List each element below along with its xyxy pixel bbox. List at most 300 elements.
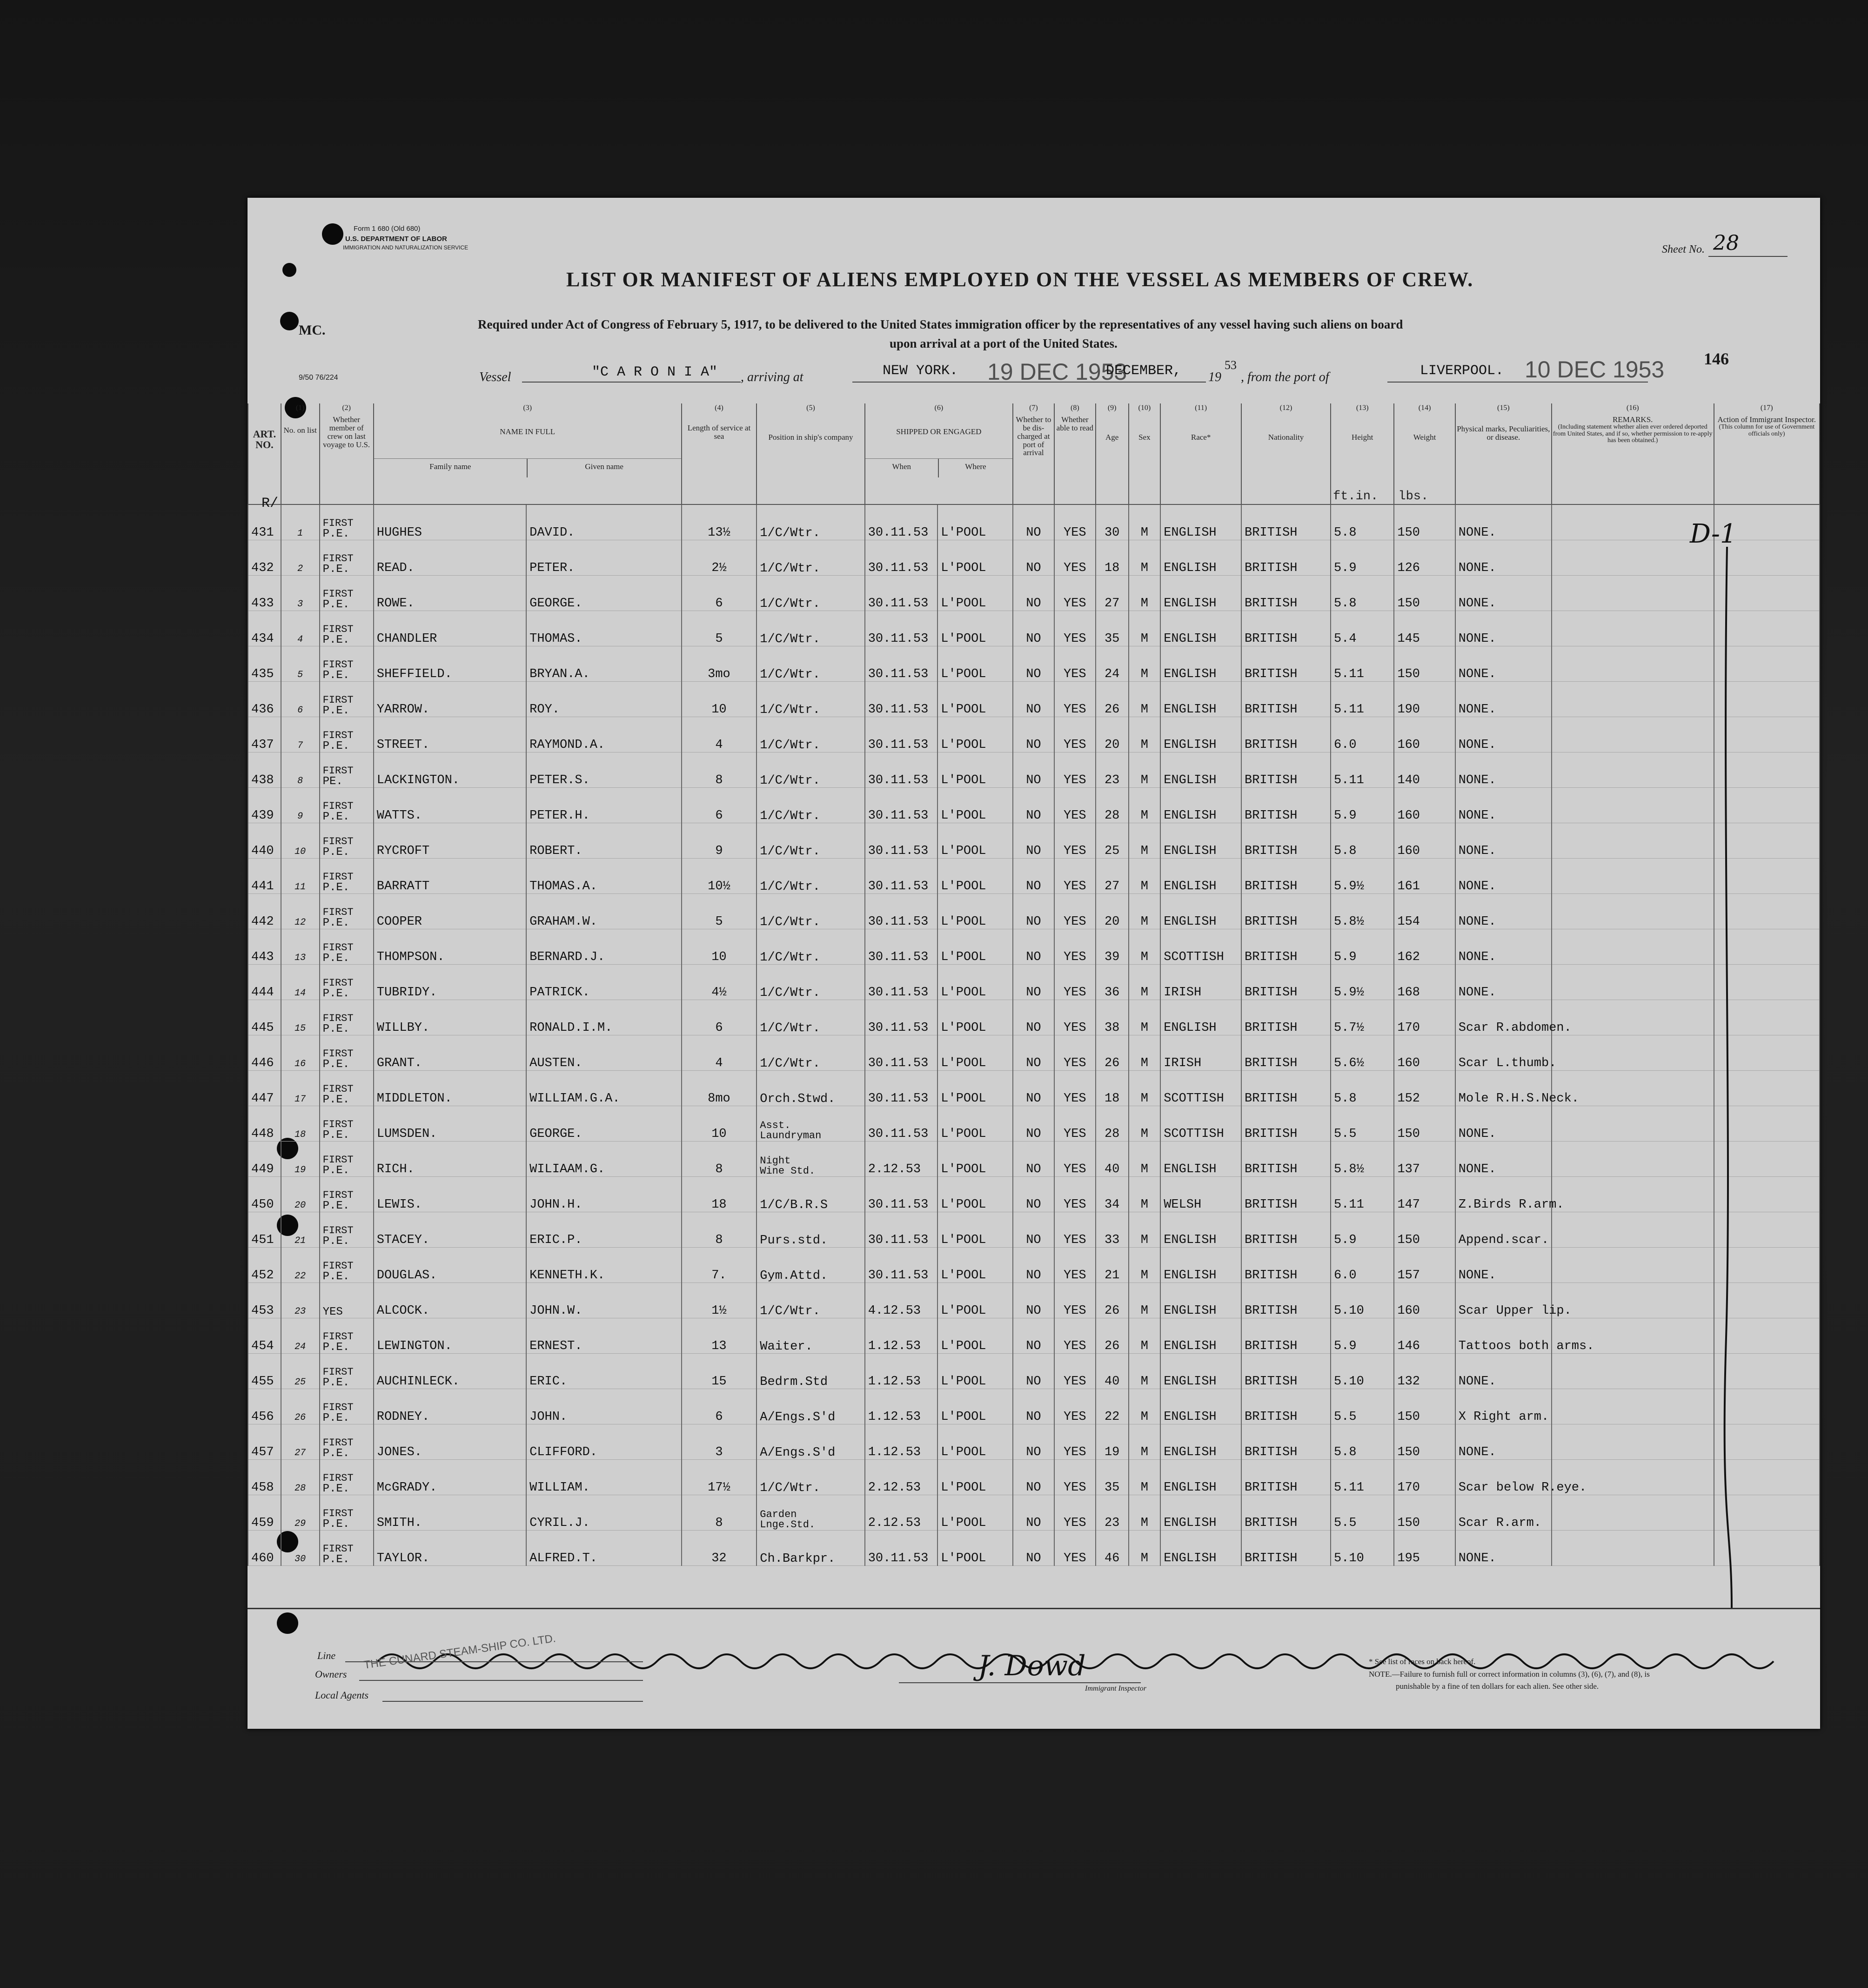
sheet-number: 28 [1713, 231, 1739, 255]
cell-race: ENGLISH [1160, 1531, 1241, 1566]
cell-able-to-read: YES [1054, 1424, 1096, 1460]
cell-height: 5.11 [1331, 646, 1394, 682]
table-row [248, 717, 1820, 752]
punch-hole [277, 1612, 298, 1634]
art-prefix: R/ [261, 496, 279, 511]
note-races: * See list of races on back hereof. [1369, 1657, 1476, 1666]
note-line-3: punishable by a fine of ten dollars for each alien. See other side. [1396, 1682, 1599, 1691]
cell-shipped-where: L'POOL [937, 1495, 1013, 1531]
header-name-label: NAME IN FULL [374, 415, 681, 459]
position-line-1: Night [760, 1155, 791, 1167]
cell-able-to-read: YES [1054, 823, 1096, 859]
table-row [248, 788, 1820, 823]
cell-physical-marks: NONE. [1455, 1248, 1552, 1283]
cell-physical-marks: NONE. [1455, 823, 1552, 859]
crew-first: FIRST [322, 624, 354, 635]
crew-code: P.E. [322, 1094, 350, 1106]
cell-art-number: 453 [248, 1283, 281, 1318]
cell-family-name: RYCROFT [374, 823, 526, 859]
cell-able-to-read: YES [1054, 1318, 1096, 1354]
table-row [248, 1389, 1820, 1424]
cell-physical-marks: NONE. [1455, 1106, 1552, 1142]
cell-able-to-read: YES [1054, 1248, 1096, 1283]
footer-rule [248, 1608, 1820, 1609]
cell-nationality: BRITISH [1241, 1424, 1331, 1460]
cell-discharged: NO [1013, 1212, 1054, 1248]
cell-given-name: RAYMOND.A. [526, 717, 681, 752]
cell-age: 25 [1096, 823, 1129, 859]
crew-code: P.E. [322, 1129, 350, 1142]
cell-art-number: 454 [248, 1318, 281, 1354]
cell-physical-marks: NONE. [1455, 788, 1552, 823]
cell-shipped-when: 30.11.53 [865, 504, 938, 540]
cell-given-name: THOMAS. [526, 611, 681, 646]
cell-able-to-read: YES [1054, 1460, 1096, 1495]
cell-shipped-where: L'POOL [937, 965, 1013, 1000]
crew-code: P.E. [322, 881, 350, 894]
cell-position [757, 717, 864, 752]
cell-nationality: BRITISH [1241, 1283, 1331, 1318]
from-port: LIVERPOOL. [1420, 363, 1504, 379]
cell-age: 23 [1096, 1495, 1129, 1531]
cell-height: 5.9 [1331, 1318, 1394, 1354]
form-ref: Form 1 680 (Old 680) [354, 225, 421, 233]
cell-family-name: SHEFFIELD. [374, 646, 526, 682]
cell-given-name: BERNARD.J. [526, 929, 681, 965]
punch-hole [322, 223, 343, 245]
table-row [248, 504, 1820, 540]
header-position: Position in ship's company [757, 415, 864, 504]
departure-date-stamp: 10 DEC 1953 [1525, 356, 1665, 383]
page-title: LIST OR MANIFEST OF ALIENS EMPLOYED ON THE VESSEL AS MEMBERS OF CREW. [566, 268, 1474, 291]
position-line-1: Garden [760, 1509, 797, 1520]
cell-sex: M [1129, 1389, 1161, 1424]
cell-given-name: WILLIAM. [526, 1460, 681, 1495]
cell-weight: 152 [1394, 1071, 1455, 1106]
cell-weight: 160 [1394, 788, 1455, 823]
line-number-text: 10 [295, 846, 306, 857]
cell-shipped-when: 2.12.53 [865, 1460, 938, 1495]
cell-discharged: NO [1013, 894, 1054, 929]
cell-discharged: NO [1013, 1318, 1054, 1354]
position-line-1: 1/C/Wtr. [760, 1304, 820, 1318]
crew-first: FIRST [322, 1437, 354, 1449]
cell-given-name: PATRICK. [526, 965, 681, 1000]
cell-able-to-read: YES [1054, 576, 1096, 611]
cell-line-number [281, 1071, 320, 1106]
cell-nationality: BRITISH [1241, 576, 1331, 611]
cell-family-name: DOUGLAS. [374, 1248, 526, 1283]
cell-shipped-where: L'POOL [937, 788, 1013, 823]
cell-age: 20 [1096, 894, 1129, 929]
cell-physical-marks: NONE. [1455, 576, 1552, 611]
cell-able-to-read: YES [1054, 1354, 1096, 1389]
cell-discharged: NO [1013, 1460, 1054, 1495]
table-row [248, 823, 1820, 859]
cell-position [757, 540, 864, 576]
cell-nationality: BRITISH [1241, 1000, 1331, 1035]
cell-able-to-read: YES [1054, 1495, 1096, 1531]
crew-first: FIRST [322, 659, 354, 671]
line-number-text: 16 [295, 1059, 306, 1069]
table-row [248, 1142, 1820, 1177]
cell-remarks [1552, 1424, 1714, 1460]
cell-weight: 170 [1394, 1460, 1455, 1495]
col-num-16: (16) [1552, 403, 1714, 415]
cell-crew-status [320, 859, 374, 894]
cell-family-name: RICH. [374, 1142, 526, 1177]
cell-able-to-read: YES [1054, 788, 1096, 823]
position-line-1: A/Engs.S'd [760, 1446, 836, 1460]
table-row [248, 1424, 1820, 1460]
note-line-2: NOTE.—Failure to furnish full or correct information in columns (3), (6), (7), and (8), is [1369, 1670, 1650, 1679]
cell-line-number [281, 823, 320, 859]
crew-first: FIRST [322, 694, 354, 706]
cell-shipped-where: L'POOL [937, 1212, 1013, 1248]
line-number-text: 24 [295, 1342, 306, 1352]
cell-weight: 168 [1394, 965, 1455, 1000]
cell-remarks [1552, 1142, 1714, 1177]
cell-art-number: 448 [248, 1106, 281, 1142]
cell-family-name: ALCOCK. [374, 1283, 526, 1318]
crew-first: FIRST [322, 1366, 354, 1378]
line-label: Line [317, 1650, 336, 1661]
side-code: MC. [299, 322, 326, 338]
cell-physical-marks: X Right arm. [1455, 1389, 1552, 1424]
line-number-text: 18 [295, 1129, 306, 1140]
line-number-text: 28 [295, 1483, 306, 1494]
cell-sex: M [1129, 1531, 1161, 1566]
cell-crew-status [320, 1000, 374, 1035]
cell-remarks [1552, 1248, 1714, 1283]
cell-nationality: BRITISH [1241, 752, 1331, 788]
cell-discharged: NO [1013, 1142, 1054, 1177]
cell-physical-marks: NONE. [1455, 1424, 1552, 1460]
cell-art-number: 456 [248, 1389, 281, 1424]
cell-able-to-read: YES [1054, 752, 1096, 788]
cell-weight: 154 [1394, 894, 1455, 929]
cell-art-number: 440 [248, 823, 281, 859]
header-shipped-engaged [865, 415, 1013, 504]
position-line-1: 1/C/Wtr. [760, 739, 820, 752]
cell-discharged: NO [1013, 646, 1054, 682]
cell-discharged: NO [1013, 823, 1054, 859]
cell-height: 5.9 [1331, 1212, 1394, 1248]
cell-position [757, 894, 864, 929]
cell-discharged: NO [1013, 1424, 1054, 1460]
cell-sex: M [1129, 1177, 1161, 1212]
cell-sex: M [1129, 1212, 1161, 1248]
subtitle-line-2: upon arrival at a port of the United States. [890, 336, 1118, 350]
cell-line-number [281, 717, 320, 752]
crew-code: P.E. [322, 669, 350, 682]
line-number-text: 19 [295, 1165, 306, 1175]
cell-crew-status [320, 1106, 374, 1142]
cell-sex: M [1129, 859, 1161, 894]
arrival-date-stamp: 19 DEC 1953 [987, 359, 1127, 385]
cell-height: 5.11 [1331, 752, 1394, 788]
cell-discharged: NO [1013, 1531, 1054, 1566]
position-line-1: Waiter. [760, 1340, 813, 1354]
cell-height: 5.9 [1331, 540, 1394, 576]
cell-line-number [281, 1495, 320, 1531]
cell-weight: 195 [1394, 1531, 1455, 1566]
cell-given-name: GEORGE. [526, 1106, 681, 1142]
cell-shipped-when: 30.11.53 [865, 1000, 938, 1035]
cell-sex: M [1129, 1000, 1161, 1035]
cell-discharged: NO [1013, 682, 1054, 717]
cell-physical-marks: NONE. [1455, 1354, 1552, 1389]
col-num-12: (12) [1241, 403, 1331, 415]
cell-crew-status [320, 1248, 374, 1283]
cell-art-number: 443 [248, 929, 281, 965]
col-num-4: (4) [682, 403, 757, 415]
cell-height: 5.9 [1331, 788, 1394, 823]
cell-family-name: YARROW. [374, 682, 526, 717]
crew-first: FIRST [322, 1331, 354, 1343]
cell-nationality: BRITISH [1241, 894, 1331, 929]
cell-nationality: BRITISH [1241, 1318, 1331, 1354]
cell-art-number: 457 [248, 1424, 281, 1460]
cell-line-number [281, 1212, 320, 1248]
cell-position [757, 1177, 864, 1212]
col-num-art [248, 403, 281, 415]
cell-able-to-read: YES [1054, 929, 1096, 965]
cell-shipped-where: L'POOL [937, 1531, 1013, 1566]
cell-shipped-where: L'POOL [937, 1248, 1013, 1283]
cell-nationality: BRITISH [1241, 788, 1331, 823]
cell-length-of-service: 7. [682, 1248, 757, 1283]
cell-length-of-service: 6 [682, 1000, 757, 1035]
crew-code: P.E. [322, 1447, 350, 1460]
crew-first: FIRST [322, 1119, 354, 1130]
cell-shipped-when: 30.11.53 [865, 1248, 938, 1283]
cell-length-of-service: 8 [682, 752, 757, 788]
vessel-label: Vessel [479, 370, 511, 384]
cell-physical-marks: Tattoos both arms. [1455, 1318, 1552, 1354]
cell-race: SCOTTISH [1160, 929, 1241, 965]
cell-sex: M [1129, 1248, 1161, 1283]
table-row [248, 965, 1820, 1000]
cell-physical-marks: Scar R.abdomen. [1455, 1000, 1552, 1035]
cell-race: ENGLISH [1160, 788, 1241, 823]
cell-remarks [1552, 646, 1714, 682]
cell-able-to-read: YES [1054, 894, 1096, 929]
manifest-rows [248, 504, 1820, 1566]
cell-sex: M [1129, 894, 1161, 929]
col-num-1: (1) [281, 403, 320, 415]
cell-art-number: 446 [248, 1035, 281, 1071]
header-length-service: Length of service at sea [682, 415, 757, 504]
cell-family-name: BARRATT [374, 859, 526, 894]
cell-height: 5.9 [1331, 929, 1394, 965]
cell-crew-status [320, 1318, 374, 1354]
crew-code: P.E. [322, 1164, 350, 1177]
cell-position [757, 1071, 864, 1106]
cell-line-number [281, 682, 320, 717]
cell-crew-status [320, 788, 374, 823]
cell-weight: 190 [1394, 682, 1455, 717]
cell-crew-status [320, 682, 374, 717]
table-row [248, 1035, 1820, 1071]
cell-nationality: BRITISH [1241, 823, 1331, 859]
owners-stamp: THE CUNARD STEAM-SHIP CO. LTD. [363, 1632, 557, 1672]
cell-discharged: NO [1013, 788, 1054, 823]
year-prefix: 19 [1208, 370, 1221, 384]
cell-crew-status [320, 646, 374, 682]
cell-sex: M [1129, 1424, 1161, 1460]
cell-remarks [1552, 1106, 1714, 1142]
cell-length-of-service: 10½ [682, 859, 757, 894]
cell-able-to-read: YES [1054, 646, 1096, 682]
cell-crew-status [320, 1460, 374, 1495]
cell-weight: 126 [1394, 540, 1455, 576]
cell-height: 5.8 [1331, 823, 1394, 859]
col-num-9: (9) [1096, 403, 1129, 415]
cell-length-of-service: 4 [682, 1035, 757, 1071]
crew-code: P.E. [322, 598, 350, 611]
cell-position [757, 823, 864, 859]
cell-shipped-when: 1.12.53 [865, 1424, 938, 1460]
table-row [248, 540, 1820, 576]
cell-shipped-where: L'POOL [937, 1460, 1013, 1495]
table-row [248, 1212, 1820, 1248]
cell-sex: M [1129, 504, 1161, 540]
header-able-read: Whether able to read [1054, 415, 1096, 504]
cell-family-name: LEWIS. [374, 1177, 526, 1212]
cell-age: 23 [1096, 752, 1129, 788]
subtitle-line-1: Required under Act of Congress of February 5, 1917, to be delivered to the United States immigration officer by the representatives of any vessel having such aliens on board [478, 317, 1403, 331]
cell-remarks [1552, 1495, 1714, 1531]
cell-discharged: NO [1013, 965, 1054, 1000]
crew-code: P.E. [322, 1377, 350, 1389]
cell-art-number: 459 [248, 1495, 281, 1531]
cell-shipped-when: 30.11.53 [865, 540, 938, 576]
cell-art-number: 434 [248, 611, 281, 646]
cell-height: 5.5 [1331, 1389, 1394, 1424]
arrival-underline [852, 382, 1206, 383]
from-underline [1387, 382, 1648, 383]
crew-first: FIRST [322, 1472, 354, 1484]
cell-race: ENGLISH [1160, 540, 1241, 576]
cell-height: 5.5 [1331, 1106, 1394, 1142]
crew-first: FIRST [322, 1048, 354, 1060]
cell-age: 30 [1096, 504, 1129, 540]
line-number-text: 6 [297, 705, 303, 716]
cell-discharged: NO [1013, 1106, 1054, 1142]
cell-crew-status [320, 504, 374, 540]
cell-discharged: NO [1013, 717, 1054, 752]
cell-able-to-read: YES [1054, 682, 1096, 717]
cell-position [757, 1354, 864, 1389]
cell-length-of-service: 9 [682, 823, 757, 859]
cell-discharged: NO [1013, 504, 1054, 540]
cell-physical-marks: Scar Upper lip. [1455, 1283, 1552, 1318]
cell-shipped-when: 30.11.53 [865, 859, 938, 894]
cell-race: ENGLISH [1160, 1495, 1241, 1531]
table-row [248, 1248, 1820, 1283]
cell-sex: M [1129, 965, 1161, 1000]
cell-age: 26 [1096, 1318, 1129, 1354]
cell-weight: 161 [1394, 859, 1455, 894]
table-row [248, 1531, 1820, 1566]
cell-height: 5.11 [1331, 1460, 1394, 1495]
position-line-1: 1/C/B.R.S [760, 1198, 828, 1212]
header-remarks-label: REMARKS. [1612, 415, 1653, 424]
cell-nationality: BRITISH [1241, 965, 1331, 1000]
cell-shipped-where: L'POOL [937, 1354, 1013, 1389]
cell-family-name: JONES. [374, 1424, 526, 1460]
crew-code: P.E. [322, 1518, 350, 1531]
cell-sex: M [1129, 1071, 1161, 1106]
manifest-sheet [248, 198, 1820, 1729]
cell-sex: M [1129, 1495, 1161, 1531]
cell-able-to-read: YES [1054, 1177, 1096, 1212]
cell-discharged: NO [1013, 929, 1054, 965]
position-line-1: 1/C/Wtr. [760, 774, 820, 788]
position-line-1: 1/C/Wtr. [760, 526, 820, 540]
cell-able-to-read: YES [1054, 1035, 1096, 1071]
table-row [248, 611, 1820, 646]
line-number-text: 27 [295, 1448, 306, 1458]
cell-family-name: CHANDLER [374, 611, 526, 646]
table-row [248, 1495, 1820, 1531]
cell-family-name: LEWINGTON. [374, 1318, 526, 1354]
cell-race: ENGLISH [1160, 1354, 1241, 1389]
cell-length-of-service: 13½ [682, 504, 757, 540]
cell-crew-status [320, 717, 374, 752]
cell-weight: 160 [1394, 1283, 1455, 1318]
cell-height: 5.8½ [1331, 1142, 1394, 1177]
file-code: 9/50 76/224 [299, 374, 338, 382]
position-line-2: Wine Std. [760, 1165, 816, 1177]
cell-remarks [1552, 929, 1714, 965]
header-no-on-list: No. on list [281, 415, 320, 504]
cell-crew-status [320, 1531, 374, 1566]
cell-discharged: NO [1013, 576, 1054, 611]
punch-hole [280, 312, 299, 330]
crew-first: FIRST [322, 765, 354, 777]
cell-nationality: BRITISH [1241, 1071, 1331, 1106]
cell-line-number [281, 1177, 320, 1212]
position-line-2: Lnge.Std. [760, 1519, 816, 1531]
cell-shipped-where: L'POOL [937, 823, 1013, 859]
height-units: ft.in. [1332, 489, 1379, 504]
cell-given-name: KENNETH.K. [526, 1248, 681, 1283]
cell-given-name: ALFRED.T. [526, 1531, 681, 1566]
crew-code: P.E. [322, 705, 350, 717]
cell-shipped-where: L'POOL [937, 576, 1013, 611]
cell-line-number [281, 788, 320, 823]
cell-art-number: 436 [248, 682, 281, 717]
cell-age: 27 [1096, 576, 1129, 611]
cell-position [757, 1212, 864, 1248]
crew-first: FIRST [322, 517, 354, 529]
cell-remarks [1552, 859, 1714, 894]
col-num-11: (11) [1160, 403, 1241, 415]
crew-first: FIRST [322, 1508, 354, 1519]
sheet-label: Sheet No. [1662, 243, 1705, 255]
cell-crew-status [320, 1283, 374, 1318]
cell-given-name: ERNEST. [526, 1318, 681, 1354]
cell-length-of-service: 8 [682, 1212, 757, 1248]
owners-underline [359, 1680, 643, 1681]
cell-age: 27 [1096, 859, 1129, 894]
cell-family-name: TAYLOR. [374, 1531, 526, 1566]
arrival-month: DECEMBER, [1106, 363, 1182, 379]
cell-sex: M [1129, 1460, 1161, 1495]
cell-nationality: BRITISH [1241, 1460, 1331, 1495]
